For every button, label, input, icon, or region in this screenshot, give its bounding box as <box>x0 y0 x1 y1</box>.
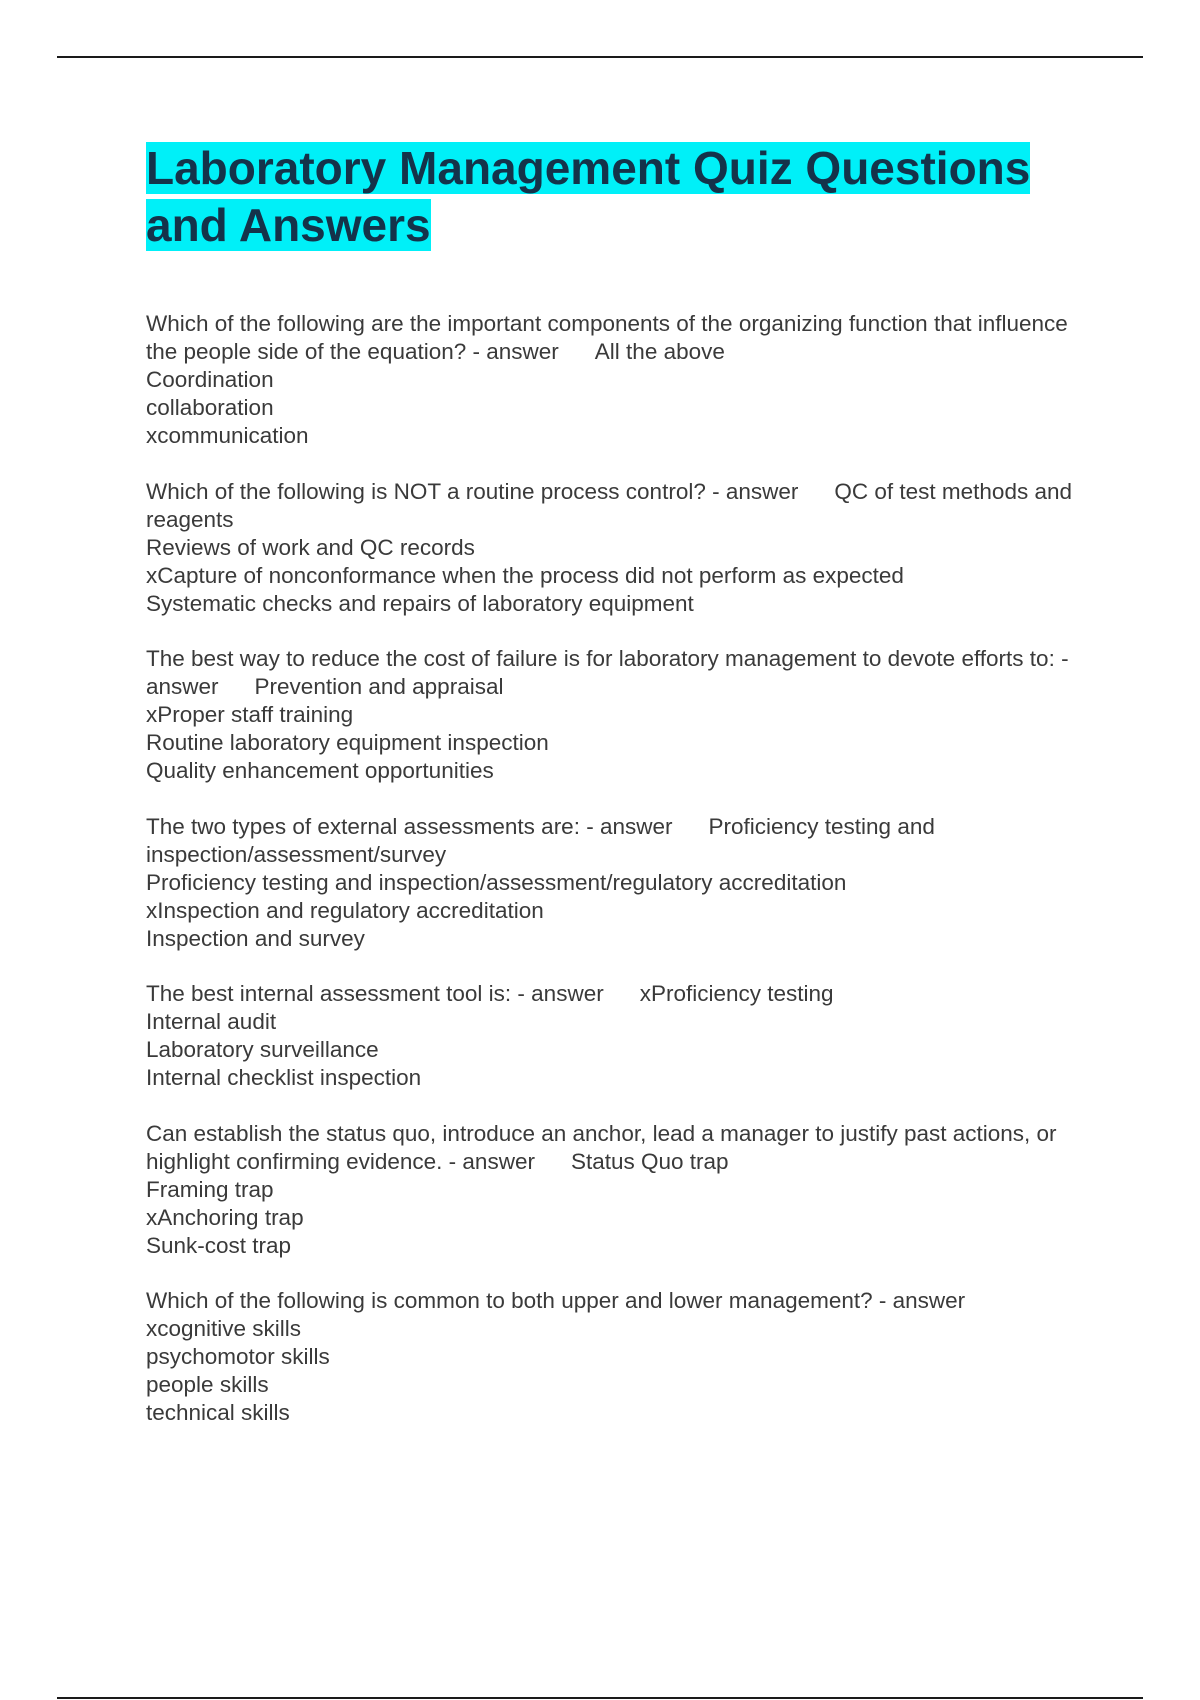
answer-option: Proficiency testing and inspection/assessment/survey <box>146 813 935 867</box>
answer-option: xProper staff training <box>146 702 354 727</box>
answer-option: Framing trap <box>146 1176 274 1202</box>
question-item <box>146 645 1086 785</box>
question-text: The two types of external assessments are: - answer <box>146 813 673 839</box>
answer-option: Proficiency testing and inspection/assessment/regulatory accreditation <box>146 869 847 895</box>
answer-option: Inspection and survey <box>146 925 365 951</box>
answer-option: xcognitive skills <box>146 1316 302 1341</box>
answer-option: Systematic checks and repairs of laboratory equipment <box>146 590 694 616</box>
answer-option: Coordination <box>146 367 274 392</box>
footer-rule <box>57 1697 1143 1699</box>
answer-option: All the above <box>594 339 725 364</box>
answer-option: psychomotor skills <box>146 1344 330 1369</box>
answer-option: xInspection and regulatory accreditation <box>146 897 544 923</box>
answer-option: xProficiency testing <box>639 981 834 1006</box>
question-text: The best internal assessment tool is: - answer <box>146 981 604 1006</box>
answer-option: Internal checklist inspection <box>146 1065 422 1090</box>
answer-option: Prevention and appraisal <box>254 674 504 699</box>
answer-option: xcommunication <box>146 423 309 448</box>
answer-option: collaboration <box>146 395 274 420</box>
question-item <box>146 813 1086 953</box>
answer-option: xCapture of nonconformance when the process did not perform as expected <box>146 562 904 588</box>
question-text: Can establish the status quo, introduce an anchor, lead a manager to justify past actions, or highlight confirming evidence. - answer <box>146 1120 1057 1174</box>
answer-option: Status Quo trap <box>570 1148 729 1174</box>
answer-option: Routine laboratory equipment inspection <box>146 730 549 755</box>
document-title <box>146 140 1086 254</box>
question-text: Which of the following is common to both upper and lower management? - answer <box>146 1288 966 1313</box>
document-page <box>146 140 1086 1455</box>
answer-option: QC of test methods and reagents <box>146 478 1072 532</box>
question-item <box>146 478 1086 618</box>
header-rule <box>57 56 1143 58</box>
answer-option: Internal audit <box>146 1009 277 1034</box>
question-item <box>146 1120 1086 1260</box>
answer-option: people skills <box>146 1372 269 1397</box>
answer-option: Laboratory surveillance <box>146 1037 379 1062</box>
question-list <box>146 310 1086 1427</box>
question-item <box>146 1287 1086 1427</box>
answer-option: Sunk-cost trap <box>146 1232 292 1258</box>
document-title-highlight: Laboratory Management Quiz Questions and Answers <box>146 142 1031 251</box>
question-item <box>146 310 1086 450</box>
answer-option: Reviews of work and QC records <box>146 534 475 560</box>
question-item <box>146 980 1086 1092</box>
answer-option: Quality enhancement opportunities <box>146 758 494 783</box>
question-text: The best way to reduce the cost of failure is for laboratory management to devote efforts to: - answer <box>146 646 1069 699</box>
question-text: Which of the following are the important components of the organizing function that influence the people side of the equation? - answer <box>146 311 1068 364</box>
answer-option: xAnchoring trap <box>146 1204 304 1230</box>
answer-option: technical skills <box>146 1400 290 1425</box>
question-text: Which of the following is NOT a routine process control? - answer <box>146 478 799 504</box>
